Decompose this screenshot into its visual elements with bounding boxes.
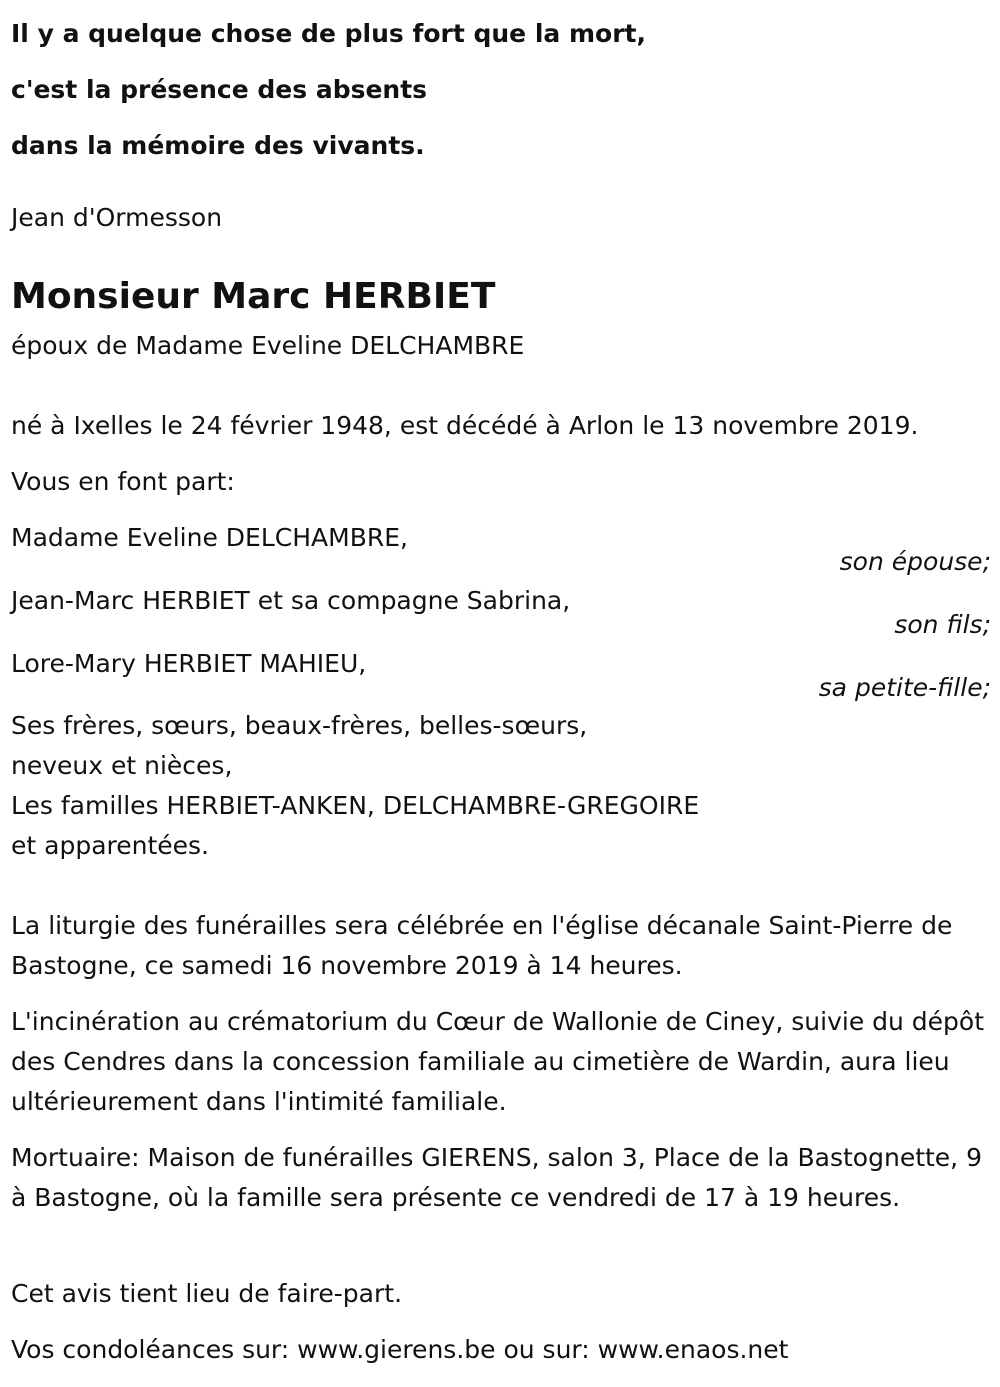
mourner-name: Madame Eveline DELCHAMBRE, <box>11 523 408 552</box>
mourner-relation: sa petite-fille; <box>818 673 991 702</box>
quote-author: Jean d'Ormesson <box>11 203 223 232</box>
quote-line: c'est la présence des absents <box>11 75 428 104</box>
family-line: et apparentées. <box>11 831 209 860</box>
cremation-paragraph: L'incinération au crématorium du Cœur de Wallonie de Ciney, suivie du dépôt des Cendres dans la concession familiale au cimetière de Wardin, aura lieu ultérieurement dans l'intimité familiale. <box>11 1007 985 1116</box>
family-line: Ses frères, sœurs, beaux-frères, belles-sœurs, <box>11 711 588 740</box>
deceased-name: Monsieur Marc HERBIET <box>11 276 496 317</box>
quote-line: Il y a quelque chose de plus fort que la mort, <box>11 19 646 48</box>
quote-line: dans la mémoire des vivants. <box>11 131 425 160</box>
notice-paragraph: Cet avis tient lieu de faire-part. <box>11 1279 403 1308</box>
condolences-paragraph: Vos condoléances sur: www.gierens.be ou sur: www.enaos.net <box>11 1335 789 1364</box>
birth-death-line: né à Ixelles le 24 février 1948, est décédé à Arlon le 13 novembre 2019. <box>11 411 919 440</box>
funeral-liturgy-paragraph: La liturgie des funérailles sera célébrée en l'église décanale Saint-Pierre de Bastogne, ce samedi 16 novembre 2019 à 14 heures. <box>11 911 953 980</box>
quote-block <box>11 6 646 174</box>
mourner-relation: son épouse; <box>839 547 991 576</box>
mourner-relation: son fils; <box>894 610 991 639</box>
announcement-line: Vous en font part: <box>11 467 235 496</box>
family-block <box>11 706 699 866</box>
mortuary-paragraph: Mortuaire: Maison de funérailles GIERENS, salon 3, Place de la Bastognette, 9 à Bastogne, où la famille sera présente ce vendredi de 17 à 19 heures. <box>11 1143 982 1212</box>
family-line: neveux et nièces, <box>11 751 233 780</box>
mourner-entry <box>11 581 991 639</box>
mourner-name: Lore-Mary HERBIET MAHIEU, <box>11 649 367 678</box>
mourner-entry <box>11 644 991 702</box>
spouse-line: époux de Madame Eveline DELCHAMBRE <box>11 331 525 360</box>
mourner-entry <box>11 518 991 576</box>
mourner-name: Jean-Marc HERBIET et sa compagne Sabrina, <box>11 586 571 615</box>
family-line: Les familles HERBIET-ANKEN, DELCHAMBRE-GREGOIRE <box>11 791 700 820</box>
